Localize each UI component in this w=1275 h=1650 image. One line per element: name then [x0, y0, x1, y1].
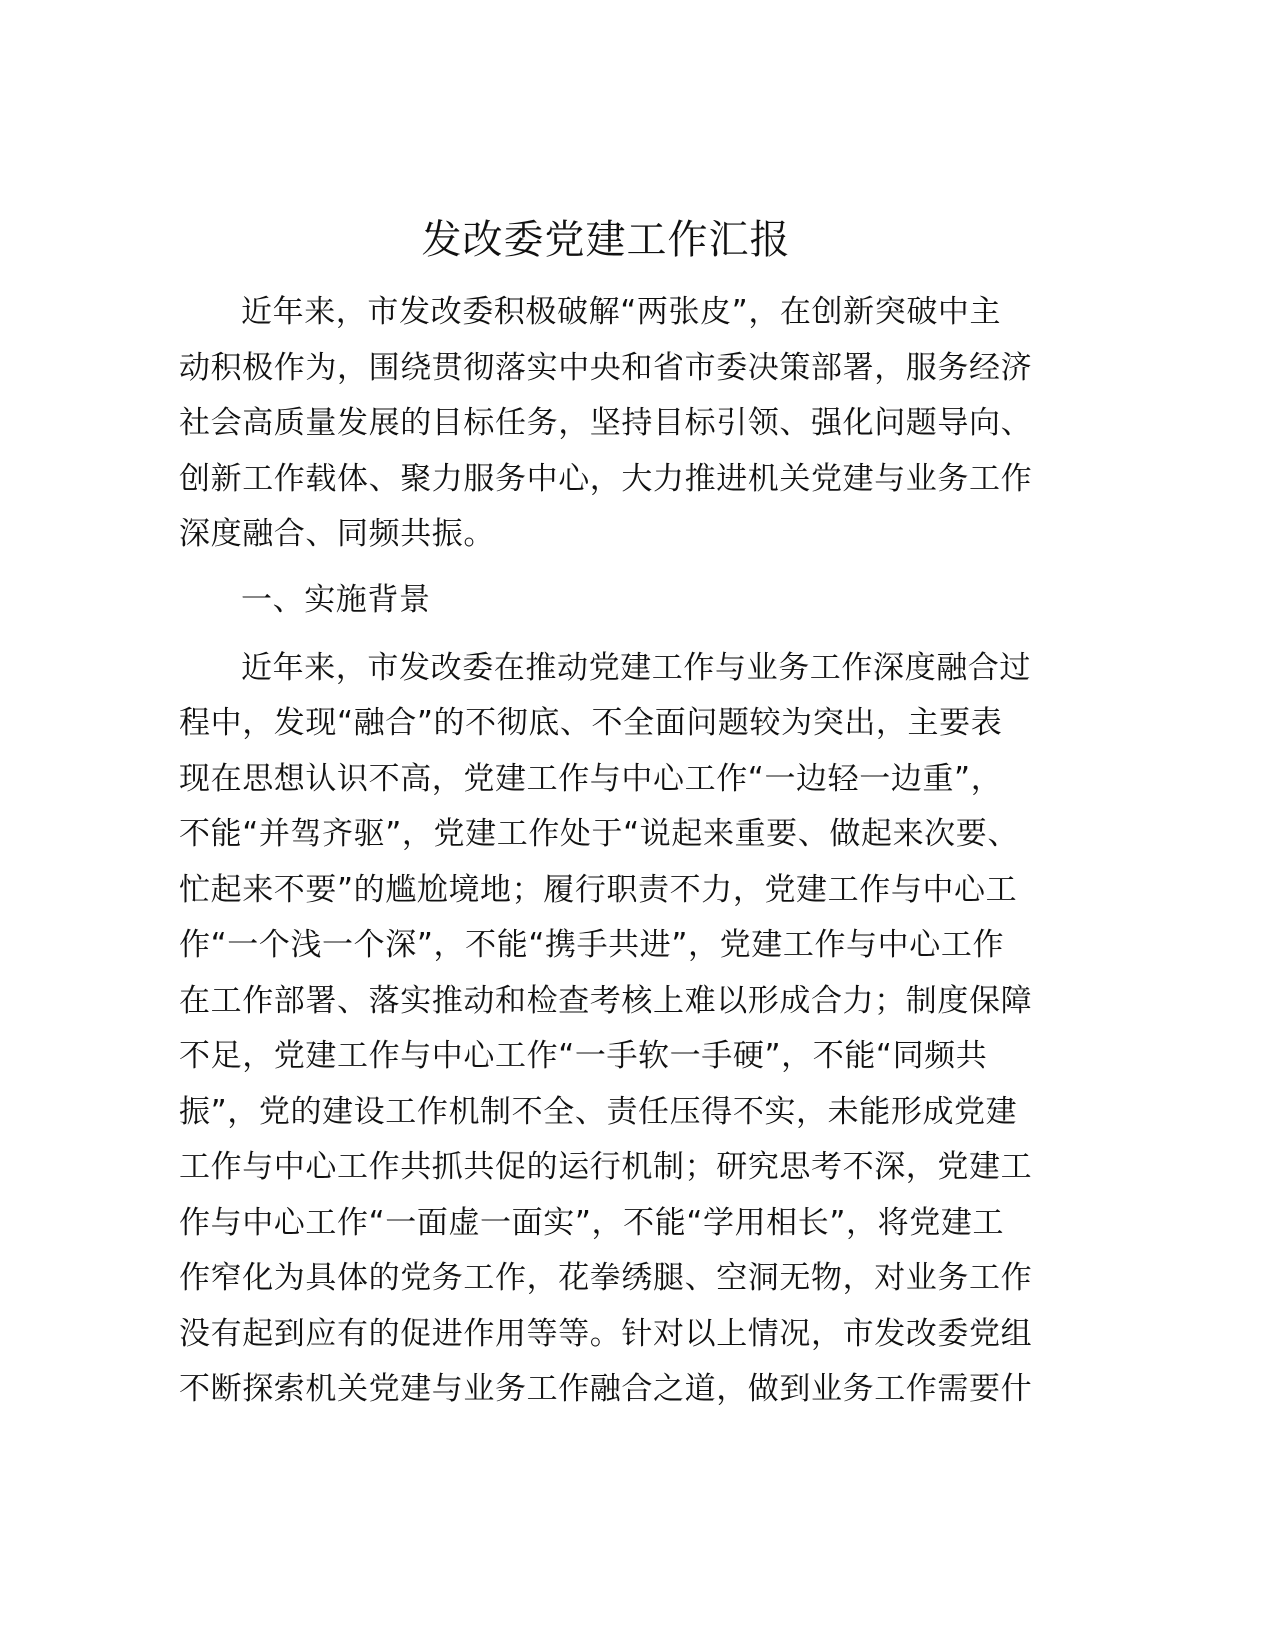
section-heading-background: 一、实施背景 [241, 582, 431, 618]
paragraph-1-line-5: 深度融合、同频共振。 [179, 516, 495, 552]
paragraph-2-line-6: 作“一个浅一个深”，不能“携手共进”，党建工作与中心工作 [179, 927, 1005, 963]
paragraph-2-line-13: 没有起到应有的促进作用等等。针对以上情况，市发改委党组 [179, 1316, 1033, 1352]
paragraph-1-line-1: 近年来，市发改委积极破解“两张皮”，在创新突破中主 [241, 294, 1002, 330]
paragraph-1-line-4: 创新工作载体、聚力服务中心，大力推进机关党建与业务工作 [179, 461, 1033, 497]
paragraph-2-line-8: 不足，党建工作与中心工作“一手软一手硬”，不能“同频共 [179, 1038, 988, 1074]
paragraph-2-line-9: 振”，党的建设工作机制不全、责任压得不实，未能形成党建 [179, 1094, 1018, 1130]
paragraph-2-line-2: 程中，发现“融合”的不彻底、不全面问题较为突出，主要表 [179, 705, 1003, 741]
paragraph-2-line-11: 作与中心工作“一面虚一面实”，不能“学用相长”，将党建工 [179, 1205, 1005, 1241]
paragraph-2-line-12: 作窄化为具体的党务工作，花拳绣腿、空洞无物，对业务工作 [179, 1260, 1033, 1296]
paragraph-1-line-3: 社会高质量发展的目标任务，坚持目标引领、强化问题导向、 [179, 405, 1033, 441]
paragraph-2-line-3: 现在思想认识不高，党建工作与中心工作“一边轻一边重”， [179, 761, 1003, 797]
paragraph-2-line-14: 不断探索机关党建与业务工作融合之道，做到业务工作需要什 [179, 1371, 1033, 1407]
paragraph-2-line-7: 在工作部署、落实推动和检查考核上难以形成合力；制度保障 [179, 983, 1033, 1019]
document-title: 发改委党建工作汇报 [421, 217, 791, 263]
paragraph-1-line-2: 动积极作为，围绕贯彻落实中央和省市委决策部署，服务经济 [179, 350, 1033, 386]
paragraph-2-line-4: 不能“并驾齐驱”，党建工作处于“说起来重要、做起来次要、 [179, 816, 1019, 852]
paragraph-2-line-5: 忙起来不要”的尴尬境地；履行职责不力，党建工作与中心工 [179, 872, 1018, 908]
paragraph-2-line-1: 近年来，市发改委在推动党建工作与业务工作深度融合过 [241, 650, 1031, 686]
paragraph-2-line-10: 工作与中心工作共抓共促的运行机制；研究思考不深，党建工 [179, 1149, 1033, 1185]
